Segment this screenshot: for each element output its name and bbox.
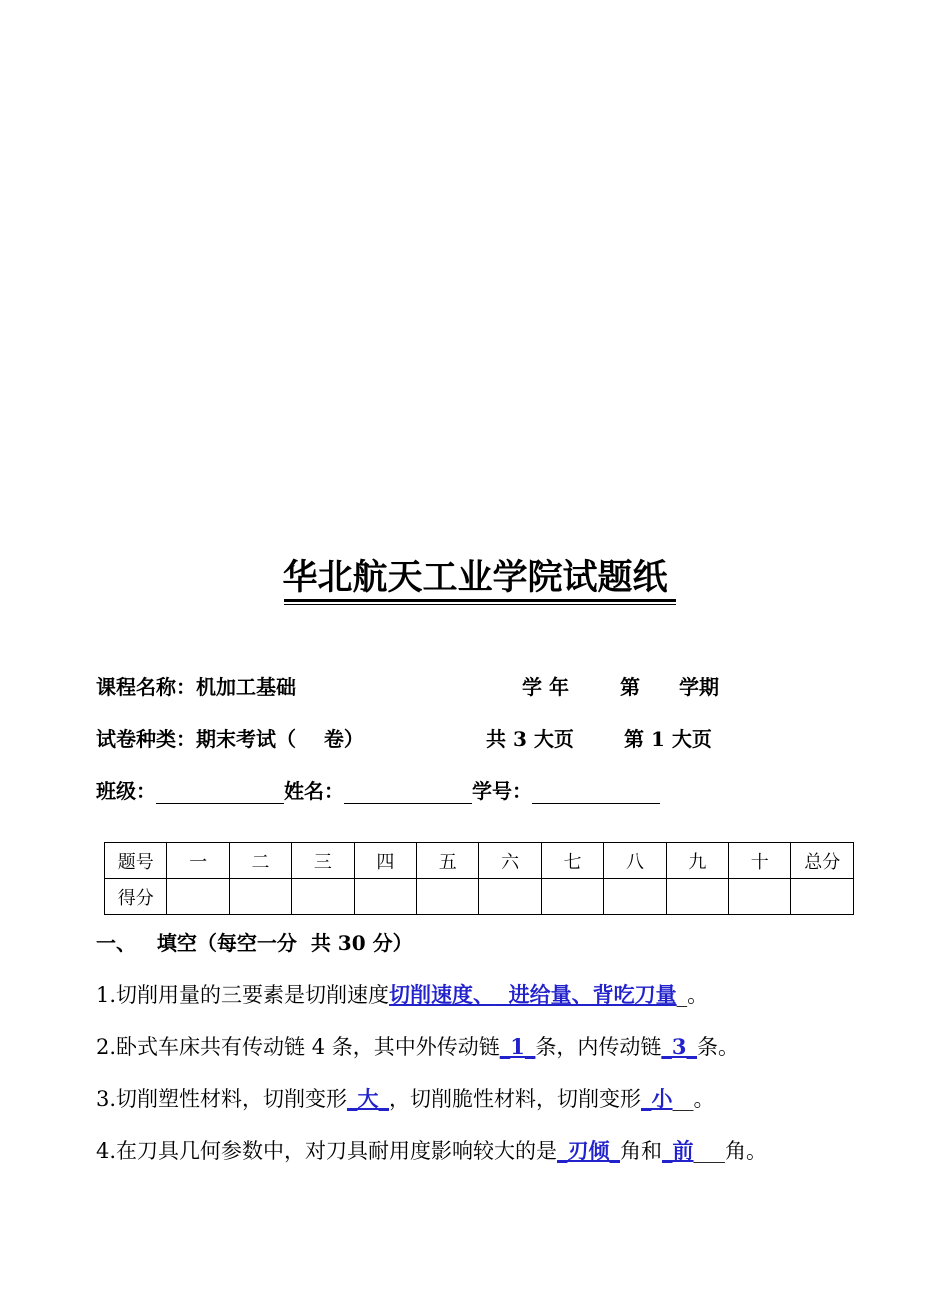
question-end: 。 xyxy=(687,983,709,1007)
score-cell[interactable] xyxy=(292,879,354,915)
course-value: 机加工基础 xyxy=(196,675,296,699)
answer-text: _刃倾_ xyxy=(557,1138,621,1163)
score-cell[interactable] xyxy=(167,879,229,915)
question-text: 条，内传动链 xyxy=(535,1035,662,1059)
name-label: 姓名： xyxy=(284,779,344,803)
answer-text: 切削速度、 xyxy=(389,982,495,1007)
table-row xyxy=(105,843,854,879)
blank-tail: __ xyxy=(672,1087,694,1111)
page-title: 华北航天工业学院试题纸 xyxy=(282,558,668,598)
question-3 xyxy=(96,1085,715,1113)
score-table xyxy=(104,842,854,915)
score-cell[interactable] xyxy=(229,879,291,915)
class-blank[interactable] xyxy=(156,781,284,804)
current-page: 第 1 大页 xyxy=(624,727,712,751)
student-info-row xyxy=(96,778,660,804)
term-suffix: 学期 xyxy=(679,675,719,699)
score-cell[interactable] xyxy=(604,879,666,915)
question-2 xyxy=(96,1033,739,1061)
exam-type-info xyxy=(96,726,364,752)
table-row xyxy=(105,879,854,915)
table-cell: 题号 xyxy=(105,843,167,879)
answer-text: _大_ xyxy=(347,1086,390,1111)
table-cell: 八 xyxy=(604,843,666,879)
table-cell: 总分 xyxy=(791,843,854,879)
question-text: 3.切削塑性材料，切削变形 xyxy=(96,1087,348,1111)
question-1 xyxy=(96,981,708,1009)
question-text: 2.卧式车床共有传动链 4 条，其中外传动链 xyxy=(96,1035,500,1059)
question-4 xyxy=(96,1137,767,1165)
blank-tail: _ xyxy=(676,983,688,1007)
question-end: 角。 xyxy=(725,1139,768,1163)
score-cell[interactable] xyxy=(417,879,479,915)
answer-text: _1_ xyxy=(499,1034,536,1059)
table-cell: 五 xyxy=(417,843,479,879)
table-cell: 四 xyxy=(354,843,416,879)
score-cell[interactable] xyxy=(354,879,416,915)
section-heading: 一、 填空（每空一分 共 30 分） xyxy=(96,931,413,955)
table-cell: 一 xyxy=(167,843,229,879)
question-end: 。 xyxy=(693,1087,715,1111)
table-cell: 六 xyxy=(479,843,541,879)
class-label: 班级： xyxy=(96,779,156,803)
answer-text: _小 xyxy=(641,1086,673,1111)
name-blank[interactable] xyxy=(344,781,472,804)
exam-type-value: 期末考试（ 卷） xyxy=(196,727,364,751)
question-text: 角和 xyxy=(620,1139,663,1163)
course-label: 课程名称： xyxy=(96,675,196,699)
question-end: 条。 xyxy=(697,1035,739,1059)
id-blank[interactable] xyxy=(532,781,660,804)
score-cell[interactable] xyxy=(666,879,728,915)
term-prefix: 第 xyxy=(620,675,640,699)
exam-type-label: 试卷种类： xyxy=(96,727,196,751)
question-text: 4.在刀具几何参数中，对刀具耐用度影响较大的是 xyxy=(96,1139,558,1163)
score-cell[interactable] xyxy=(541,879,603,915)
school-year: 学 年 xyxy=(522,675,569,699)
table-cell: 十 xyxy=(729,843,791,879)
title-underline-thin xyxy=(284,604,676,605)
table-cell: 三 xyxy=(292,843,354,879)
title-underline-thick xyxy=(284,599,676,602)
answer-text: _前 xyxy=(662,1138,694,1163)
table-cell: 得分 xyxy=(105,879,167,915)
score-cell[interactable] xyxy=(479,879,541,915)
total-pages: 共 3 大页 xyxy=(486,727,574,751)
question-text: ，切削脆性材料，切削变形 xyxy=(389,1087,642,1111)
table-cell: 九 xyxy=(666,843,728,879)
score-cell[interactable] xyxy=(729,879,791,915)
answer-text: _3_ xyxy=(661,1034,697,1059)
answer-text: 进给量、背吃刀量 xyxy=(494,982,677,1007)
score-cell[interactable] xyxy=(791,879,854,915)
id-label: 学号： xyxy=(472,779,532,803)
course-info xyxy=(96,674,296,700)
blank-tail: ___ xyxy=(693,1139,726,1163)
table-cell: 二 xyxy=(229,843,291,879)
table-cell: 七 xyxy=(541,843,603,879)
question-text: 1.切削用量的三要素是切削速度 xyxy=(96,983,390,1007)
